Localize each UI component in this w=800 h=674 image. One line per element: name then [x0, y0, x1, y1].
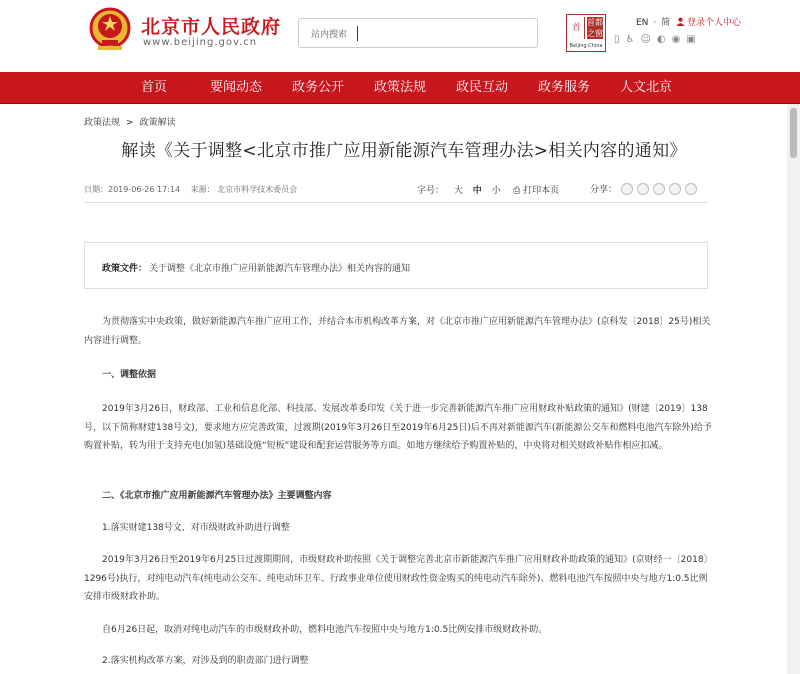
- page-scrollbar[interactable]: [787, 104, 800, 674]
- meta-divider: [84, 202, 708, 203]
- section-heading-1: 一、调整依据: [102, 370, 157, 380]
- share-label: 分享：: [590, 185, 618, 195]
- wechat-icon[interactable]: ◐: [656, 34, 666, 45]
- search-placeholder: 站内搜索: [311, 30, 348, 40]
- main-nav: [0, 72, 800, 104]
- section-heading-2: 二、《北京市推广应用新能源汽车管理办法》主要调整内容: [102, 491, 332, 501]
- lang-sep: ·: [653, 18, 657, 28]
- user-icon: [676, 17, 685, 26]
- nav-item-services[interactable]: 政务服务: [537, 80, 590, 95]
- font-large-button[interactable]: 大: [453, 186, 463, 196]
- font-size-switch: [417, 183, 508, 196]
- lang-en-link[interactable]: EN: [636, 18, 649, 28]
- policy-doc-box: [84, 242, 708, 289]
- breadcrumb-interpretation[interactable]: 政策解读: [139, 118, 176, 128]
- share-qq-icon[interactable]: [653, 183, 665, 195]
- language-switch: [636, 15, 675, 28]
- capital-window-logo[interactable]: [566, 14, 606, 52]
- elder-icon[interactable]: ☺: [640, 34, 651, 45]
- logo2-text: 首都之窗: [587, 18, 603, 38]
- font-size-label: 字号：: [417, 186, 445, 196]
- share-weibo-icon[interactable]: [621, 183, 633, 195]
- policy-doc-link[interactable]: 关于调整《北京市推广应用新能源汽车管理办法》相关内容的通知: [149, 264, 411, 274]
- weibo-icon[interactable]: ◉: [671, 34, 681, 45]
- share-qzone-icon[interactable]: [669, 183, 681, 195]
- app-icon[interactable]: ▣: [686, 34, 696, 45]
- article-meta: [84, 184, 305, 195]
- body-paragraph-6: 2.落实机构改革方案，对涉及到的职责部门进行调整: [102, 656, 309, 666]
- nav-item-culture[interactable]: 人文北京: [619, 80, 672, 95]
- text-cursor: [357, 26, 358, 41]
- site-title[interactable]: 北京市人民政府: [141, 16, 282, 38]
- share-wechat-icon[interactable]: [637, 183, 649, 195]
- accessibility-icon[interactable]: ♿: [625, 34, 635, 45]
- lang-cn-link[interactable]: 简: [661, 18, 671, 28]
- logo2-caption: Beijing·China: [569, 43, 603, 49]
- body-paragraph-3: 1.落实财建138号文，对市级财政补助进行调整: [102, 523, 290, 533]
- site-header: [0, 0, 800, 72]
- logo2-char: 首: [569, 17, 585, 39]
- breadcrumb: [84, 115, 176, 128]
- nav-item-home[interactable]: 首页: [140, 80, 167, 95]
- font-medium-button[interactable]: 中: [472, 186, 482, 196]
- nav-item-gov-affairs[interactable]: 政务公开: [291, 80, 344, 95]
- scrollbar-thumb[interactable]: [790, 108, 797, 158]
- print-icon: ⎙: [513, 186, 521, 196]
- mobile-icon[interactable]: ▯: [614, 34, 620, 45]
- share-more-icon[interactable]: [685, 183, 697, 195]
- body-paragraph-2: 2019年3月26日，财政部、工业和信息化部、科技部、发展改革委印发《关于进一步完善新能源汽车推广应用财政补贴政策的通知》(财建〔2019〕138号，以下简称财建138号文)，要求地方应完善政策，过渡期(2019年3月26日至2019年6月25日)后不再对新能源汽车(新能源公交车和燃料电池汽车除外)给予购置补贴，转为用于支持充电(加氢)基础设施“短板”建设和配套运营服务等方面。如地方继续给予购置补贴的，中央将对相关财政补贴作相应扣减。: [84, 404, 712, 451]
- nav-item-policy[interactable]: 政策法规: [373, 80, 426, 95]
- article-source: 来源： 北京市科学技术委员会: [190, 185, 298, 194]
- user-center-label: 登录个人中心: [687, 18, 742, 28]
- national-emblem-icon[interactable]: [88, 6, 132, 52]
- breadcrumb-policy[interactable]: 政策法规: [84, 118, 121, 128]
- nav-item-interaction[interactable]: 政民互动: [455, 80, 508, 95]
- body-paragraph-4: 2019年3月26日至2019年6月25日过渡期期间，市级财政补助按照《关于调整完善北京市新能源汽车推广应用财政补助政策的通知》(京财经一〔2018〕1296号)执行，对纯电动汽车(纯电动公交车、纯电动环卫车、行政事业单位使用财政性资金购买的纯电动汽车除外)、燃料电池汽车按照中央与地方1:0.5比例安排市级财政补助。: [84, 555, 713, 602]
- print-label: 打印本页: [523, 186, 560, 196]
- user-center-link[interactable]: [676, 15, 741, 28]
- tool-icons: [614, 34, 694, 48]
- share-bar: [590, 182, 697, 195]
- search-input[interactable]: [298, 18, 538, 48]
- nav-item-news[interactable]: 要闻动态: [209, 80, 262, 95]
- font-small-button[interactable]: 小: [491, 186, 501, 196]
- body-paragraph-1: 为贯彻落实中央政策，做好新能源汽车推广应用工作，并结合本市机构改革方案，对《北京市推广应用新能源汽车管理办法》(京科发〔2018〕25号)相关内容进行调整。: [84, 317, 711, 346]
- print-button[interactable]: [513, 183, 559, 196]
- breadcrumb-sep: >: [126, 118, 134, 128]
- article-title: 解读《关于调整<北京市推广应用新能源汽车管理办法>相关内容的通知》: [121, 141, 687, 161]
- body-paragraph-5: 自6月26日起，取消对纯电动汽车的市级财政补助，燃料电池汽车按照中央与地方1:0.5比例安排市级财政补助。: [102, 625, 548, 635]
- article-date: 日期：2019-06-26 17:14: [84, 185, 181, 194]
- site-url: www.beijing.gov.cn: [143, 37, 258, 48]
- policy-doc-label: 政策文件：: [102, 264, 148, 274]
